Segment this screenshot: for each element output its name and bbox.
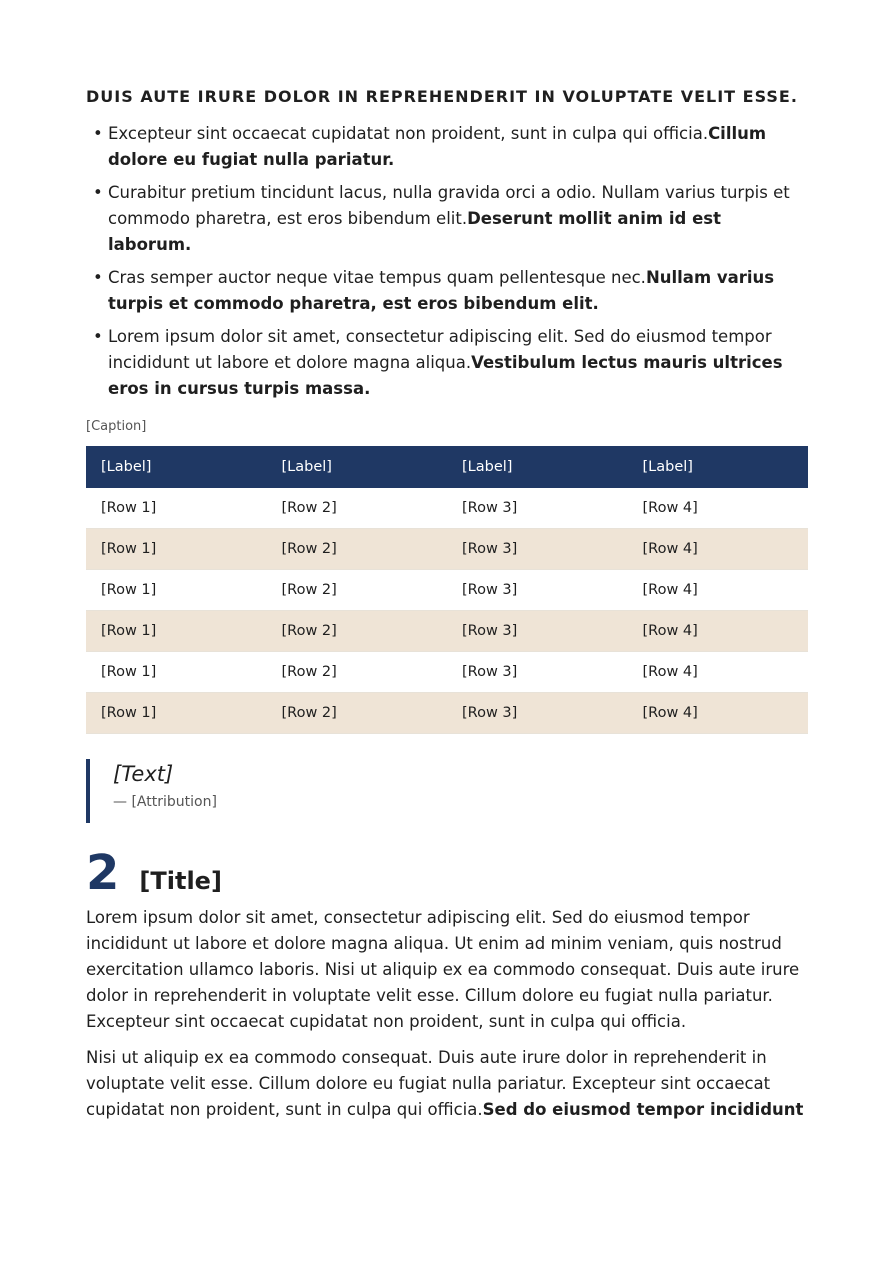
table-cell: [Row 4] — [628, 611, 809, 652]
list-item — [86, 265, 808, 317]
table-cell: [Row 4] — [628, 488, 809, 529]
bullet-text: Curabitur pretium tincidunt lacus, nulla gravida orci a odio. Nullam varius turpis et commodo pharetra, est eros bibendum elit. — [108, 183, 790, 228]
body-paragraph — [86, 905, 808, 1035]
table-cell: [Row 2] — [267, 570, 448, 611]
table-cell: [Row 3] — [447, 652, 628, 693]
bullet-icon: • — [93, 268, 103, 287]
column-header: [Label] — [86, 446, 267, 488]
chapter-number: 2 — [86, 845, 120, 901]
bullet-bold-text: Cillum dolore eu fugiat nulla pariatur. — [108, 124, 767, 169]
paragraph-text: Lorem ipsum dolor sit amet, consectetur adipiscing elit. Sed do eiusmod tempor incididunt ut labore et dolore magna aliqua. Ut enim ad minim veniam, quis nostrud exercitation ullamco laboris. Nisi ut aliquip ex ea commodo consequat. Duis aute irure dolor in reprehenderit in voluptate velit esse. Cillum dolore eu fugiat nulla pariatur. Excepteur sint occaecat cupidatat non proident, sunt in culpa qui officia. — [86, 908, 800, 1031]
table-cell: [Row 3] — [447, 488, 628, 529]
table-cell: [Row 3] — [447, 611, 628, 652]
table-cell: [Row 1] — [86, 488, 267, 529]
list-item — [86, 121, 808, 173]
bullet-bold-text: Vestibulum lectus mauris ultrices eros in cursus turpis massa. — [108, 353, 783, 398]
column-header: [Label] — [447, 446, 628, 488]
bullet-text: Lorem ipsum dolor sit amet, consectetur adipiscing elit. Sed do eiusmod tempor incididunt ut labore et dolore magna aliqua. — [108, 327, 772, 372]
table-cell: [Row 3] — [447, 529, 628, 570]
table-row — [86, 488, 808, 529]
bullet-text: Excepteur sint occaecat cupidatat non proident, sunt in culpa qui officia. — [108, 124, 709, 143]
chapter-title-text: [Title] — [139, 867, 222, 895]
table-cell: [Row 1] — [86, 529, 267, 570]
table-cell: [Row 3] — [447, 570, 628, 611]
table-cell: [Row 2] — [267, 652, 448, 693]
table-cell: [Row 3] — [447, 693, 628, 734]
table-cell: [Row 2] — [267, 611, 448, 652]
table-cell: [Row 4] — [628, 693, 809, 734]
table-cell: [Row 1] — [86, 652, 267, 693]
table-row — [86, 693, 808, 734]
section-heading: DUIS AUTE IRURE DOLOR IN REPREHENDERIT IN VOLUPTATE VELIT ESSE. — [86, 87, 798, 106]
table-row — [86, 611, 808, 652]
table-cell: [Row 2] — [267, 529, 448, 570]
data-table — [86, 446, 808, 734]
bullet-bold-text: Nullam varius turpis et commodo pharetra, est eros bibendum elit. — [108, 268, 775, 313]
column-header: [Label] — [267, 446, 448, 488]
table-cell: [Row 1] — [86, 611, 267, 652]
table-caption: [Caption] — [86, 419, 147, 434]
table-row — [86, 529, 808, 570]
table-cell: [Row 1] — [86, 570, 267, 611]
chapter-title — [86, 845, 808, 901]
column-header: [Label] — [628, 446, 809, 488]
bullet-icon: • — [93, 327, 103, 346]
body-paragraph — [86, 1045, 808, 1123]
bullet-list — [86, 121, 808, 402]
quote-attribution: — [Attribution] — [113, 794, 217, 810]
table-cell: [Row 2] — [267, 488, 448, 529]
bullet-bold-text: Deserunt mollit anim id est laborum. — [108, 209, 721, 254]
table-cell: [Row 4] — [628, 529, 809, 570]
table-header-row — [86, 446, 808, 488]
paragraph-text: Nisi ut aliquip ex ea commodo consequat. Duis aute irure dolor in reprehenderit in voluptate velit esse. Cillum dolore eu fugiat nulla pariatur. Excepteur sint occaecat cupidatat non proident, sunt in culpa qui officia. — [86, 1048, 771, 1119]
paragraph-bold-text: Sed do eiusmod tempor incididunt — [482, 1100, 804, 1119]
table-cell: [Row 2] — [267, 693, 448, 734]
bullet-text: Cras semper auctor neque vitae tempus quam pellentesque nec. — [108, 268, 646, 287]
quote-text: [Text] — [113, 762, 174, 786]
list-item — [86, 324, 808, 402]
table-row — [86, 652, 808, 693]
bullet-icon: • — [93, 183, 103, 202]
table-cell: [Row 4] — [628, 570, 809, 611]
bullet-icon: • — [93, 124, 103, 143]
list-item — [86, 180, 808, 258]
table-cell: [Row 4] — [628, 652, 809, 693]
pull-quote — [86, 759, 768, 823]
table-cell: [Row 1] — [86, 693, 267, 734]
document-page — [86, 86, 808, 1133]
table-row — [86, 570, 808, 611]
